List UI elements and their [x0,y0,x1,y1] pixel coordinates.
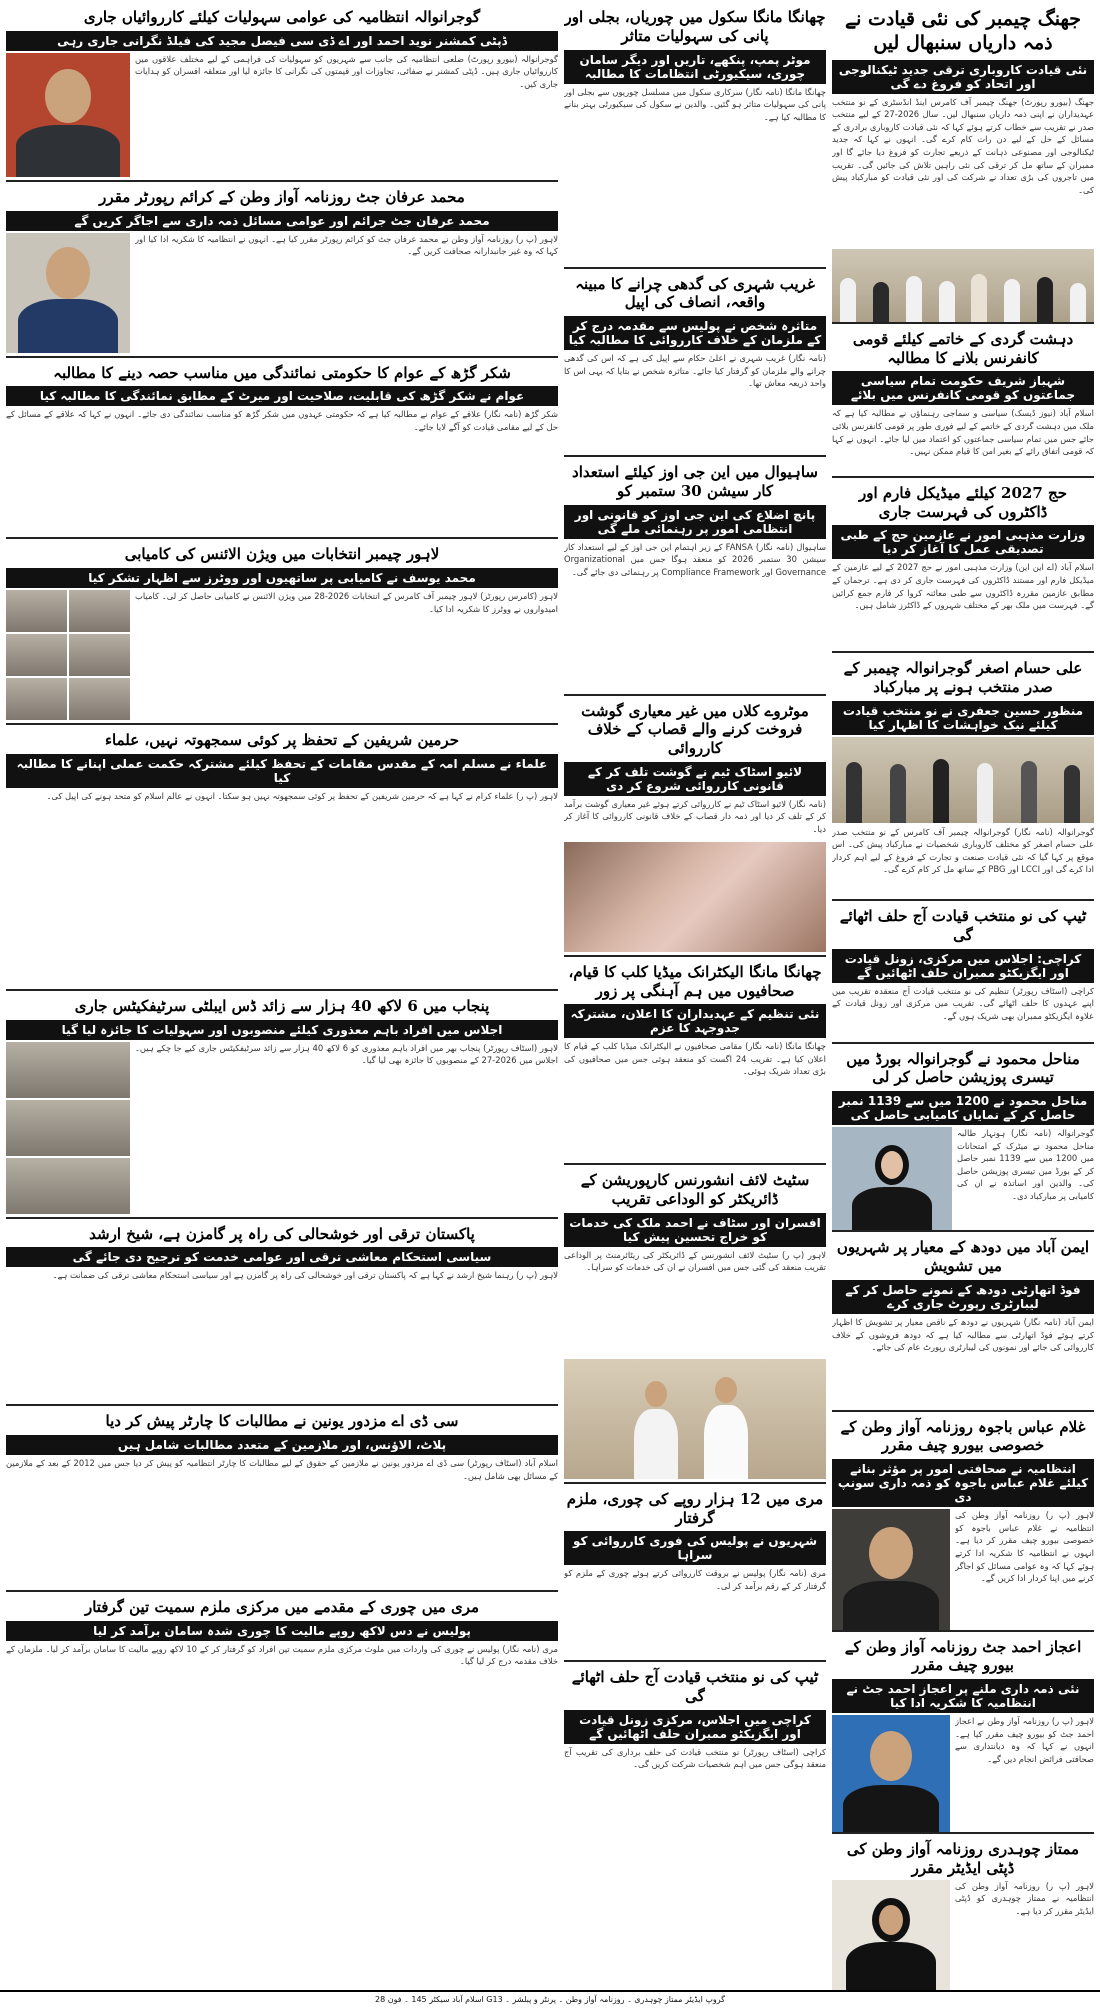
story-meat-action [564,700,826,957]
column-left [6,6,558,1990]
story-terror-conference [832,328,1094,478]
story-body: لاہور (پ ر) روزنامہ آواز وطن نے اعجاز احمد جٹ کو بیورو چیف مقرر کیا ہے۔ انہوں نے کہا کہ وہ دیانتداری سے صحافتی فرائض انجام دیں گے۔ [955,1716,1094,1764]
group-photo [832,249,1094,324]
story-body: ایمن آباد (نامہ نگار) شہریوں نے دودھ کے ناقص معیار پر تشویش کا اظہار کرتے ہوئے فوڈ اتھارٹی سے مطالبہ کیا ہے کہ دودھ فروشوں کے خلاف کارروائی کی جائے اور نمونوں کی لیبارٹری رپورٹ عام کی جائے۔ [832,1316,1094,1353]
subheadline: مناحل محمود نے 1200 میں سے 1139 نمبر حاصل کر کے نمایاں کامیابی حاصل کی [832,1091,1094,1125]
headline: پنجاب میں 6 لاکھ 40 ہزار سے زائد ڈس ایبلٹی سرٹیفکیٹس جاری [74,996,490,1015]
meat-photo [564,842,826,952]
story-gujranwala-admin [6,6,558,182]
story-jhang-chamber [832,6,1094,324]
story-body: کراچی (اسٹاف رپورٹر) نو منتخب قیادت کی حلف برداری کی تقریب آج منعقد ہوگی جس میں اہم شخصیات شرکت کریں گی۔ [564,1746,826,1770]
subheadline: محمد عرفان جٹ جرائم اور عوامی مسائل ذمہ داری سے اجاگر کریں گے [6,211,558,231]
headline: شکر گڑھ کے عوام کا حکومتی نمائندگی میں مناسب حصہ دینے کا مطالبہ [53,363,511,382]
story-oath-2 [564,1666,826,1869]
story-body: اسلام آباد (اسٹاف رپورٹر) سی ڈی اے مزدور یونین نے ملازمین کے حقوق کے لیے مطالبات کا چارٹر انتظامیہ کو پیش کر دیا جس میں 2012 کے بعد کے ملازمین کے مسائل بھی شامل ہیں۔ [6,1458,558,1481]
story-cda-union [6,1410,558,1592]
subheadline: فوڈ اتھارٹی دودھ کے نمونے حاصل کر کے لیبارٹری رپورٹ جاری کرے [832,1280,1094,1314]
subheadline: ڈپٹی کمشنر نوید احمد اور اے ڈی سی فیصل مجید کی فیلڈ نگرانی جاری رہی [6,31,558,51]
headline: لاہور چیمبر انتخابات میں ویژن الائنس کی کامیابی [124,545,440,564]
subheadline: عوام نے شکر گڑھ کی قابلیت، صلاحیت اور میرٹ کے مطابق نمائندگی کا مطالبہ کیا [6,386,558,406]
story-crime-reporter [6,186,558,358]
story-body: لاہور (پ ر) روزنامہ آواز وطن نے محمد عرفان جٹ کو کرائم رپورٹر مقرر کیا ہے۔ انہوں نے انتظامیہ کا شکریہ ادا کیا اور کہا کہ وہ غیر جانبدارانہ صحافت کریں گے۔ [135,233,558,257]
story-body: گوجرانوالہ (بیورو رپورٹ) ضلعی انتظامیہ کی جانب سے شہریوں کو سہولیات کی فراہمی کے لیے مختلف علاقوں میں کارروائیاں جاری ہیں۔ ڈپٹی کمشنر نے صفائی، تجاوزات اور قیمتوں کی نگرانی کا جائزہ لیا اور متعلقہ افسران کو ہدایات جاری کیں۔ [135,53,558,89]
headline: حرمین شریفین کے تحفظ پر کوئی سمجھوتہ نہیں، علماء [104,731,459,749]
story-murree-theft-2 [564,1488,826,1663]
headline: موٹروے کلاں میں غیر معیاری گوشت فروخت کرنے والے قصاب کے خلاف کارروائی [581,701,809,757]
portrait-photo [6,233,130,353]
portrait-photo [6,53,130,177]
story-body: لاہور (پ ر) سٹیٹ لائف انشورنس کے ڈائریکٹر کی ریٹائرمنٹ پر الوداعی تقریب منعقد کی گئی جس میں افسران نے ان کی خدمات کو سراہا۔ [564,1249,826,1273]
subheadline: شہباز شریف حکومت تمام سیاسی جماعتوں کو قومی کانفرنس میں بلائے [832,371,1094,405]
story-media-club [564,961,826,1166]
student-photo [832,1127,952,1232]
group-photo [832,737,1094,823]
headline: غریب شہری کی گدھی چرانے کا مبینہ واقعہ، انصاف کی اپیل [575,274,815,312]
story-body: (نامہ نگار) لائیو اسٹاک ٹیم نے کارروائی کرتے ہوئے غیر معیاری گوشت برآمد کر کے تلف کر دیا اور ذمہ دار قصاب کے خلاف قانونی کارروائی کا آغاز کر دیا۔ [564,798,826,834]
subheadline: نئی ذمہ داری ملنے پر اعجاز احمد جٹ نے انتظامیہ کا شکریہ ادا کیا [832,1679,1094,1713]
story-harmain [6,729,558,991]
subheadline: منظور حسین جعفری نے نو منتخب قیادت کیلئے نیک خواہشات کا اظہار کیا [832,701,1094,735]
story-body: مری (نامہ نگار) پولیس نے بروقت کارروائی کرتے ہوئے چوری کے ملزم کو گرفتار کر کے رقم برآمد کر لی۔ [564,1568,826,1591]
headline: محمد عرفان جٹ روزنامہ آواز وطن کے کرائم رپورٹر مقرر [99,187,465,206]
story-state-life [564,1169,826,1484]
headline: سٹیٹ لائف انشورنس کارپوریشن کے ڈائریکٹر کو الوداعی تقریب [580,1171,810,1208]
subheadline: پلاٹ، الاؤنس، اور ملازمین کے متعدد مطالبات شامل ہیں [6,1435,558,1455]
headline: جھنگ چیمبر کی نئی قیادت نے ذمہ داریاں سنبھال لیں [844,8,1082,54]
headline: چھانگا مانگا الیکٹرانک میڈیا کلب کا قیام، صحافیوں میں ہم آہنگی پر زور [568,962,822,1000]
portrait-photo [832,1880,950,1990]
story-body: لاہور (پ ر) روزنامہ آواز وطن کی انتظامیہ نے ممتاز چوہدری کو ڈپٹی ایڈیٹر مقرر کر دیا ہے۔ [955,1880,1094,1916]
story-body: ساہیوال (نامہ نگار) FANSA کے زیر اہتمام این جی اوز کے لیے استعداد کار سیشن 30 ستمبر 2026 کو منعقد ہوگا جس میں Organizational Governance اور Compliance Framework پر رہنمائی دی جائے گی۔ [564,541,826,577]
subheadline: لائیو اسٹاک ٹیم نے گوشت تلف کر کے قانونی کارروائی شروع کر دی [564,762,826,796]
story-body: شکر گڑھ (نامہ نگار) علاقے کے عوام نے مطالبہ کیا ہے کہ حکومتی عہدوں میں شکر گڑھ کو مناسب نمائندگی دی جائے۔ انہوں نے کہا کہ علاقے کے مسائل کے حل کے لیے مقامی قیادت کو آگے لایا جائے۔ [6,409,558,432]
portrait-photo [832,1509,950,1631]
subheadline: انتظامیہ نے صحافتی امور پر مؤثر بنانے کیلئے غلام عباس باجوہ کو ذمہ داری سونپ دی [832,1459,1094,1507]
story-oath-1 [832,905,1094,1043]
headline: حج 2027 کیلئے میڈیکل فارم اور ڈاکٹروں کی فہرست جاری [859,483,1067,521]
subheadline: محمد یوسف نے کامیابی پر ساتھیوں اور ووٹرز سے اظہار تشکر کیا [6,568,558,588]
story-deputy-editor [832,1838,1094,1990]
headline: علی حسام اصغر گوجرانوالہ چیمبر کے صدر منتخب ہونے پر مبارکباد [843,659,1083,696]
headline: اعجاز احمد جٹ روزنامہ آواز وطن کے بیورو چیف مقرر [844,1637,1082,1675]
story-body: لاہور (پ ر) روزنامہ آواز وطن کی انتظامیہ نے غلام عباس باجوہ کو خصوصی بیورو چیف مقرر کر دیا ہے۔ انہوں نے انتظامیہ کا شکریہ ادا کرتے ہوئے کہا کہ وہ عوامی مسائل کو اجاگر کرنے میں اپنا کردار ادا کریں گے۔ [955,1510,1094,1584]
subheadline: شہریوں نے پولیس کی فوری کارروائی کو سراہا [564,1531,826,1565]
story-hajj [832,482,1094,653]
story-body: چھانگا مانگا (نامہ نگار) سرکاری سکول میں مسلسل چوریوں سے بجلی اور پانی کی سہولیات متاثر ہو گئیں۔ والدین نے سکول کی سیکیورٹی بہتر بنانے کا مطالبہ کیا ہے۔ [564,86,826,122]
story-body: لاہور (اسٹاف رپورٹر) پنجاب بھر میں افراد باہم معذوری کو 6 لاکھ 40 ہزار سے زائد سرٹیفکیٹس جاری کیے جا چکے ہیں۔ اجلاس میں 2026-27 کے منصوبوں کا جائزہ بھی لیا گیا۔ [135,1042,558,1066]
story-body: اسلام آباد (اے این این) وزارت مذہبی امور نے حج 2027 کے لیے عازمین کے میڈیکل فارم اور مستند ڈاکٹروں کی فہرست جاری کر دی ہے۔ ترجمان کے مطابق عازمین مقررہ ڈاکٹروں سے طبی معائنہ کروا کر فارم جمع کرائیں گے۔ فہرست میں ملک بھر کے مختلف شہروں کے ڈاکٹرز شامل ہیں۔ [832,562,1094,611]
subheadline: افسران اور سٹاف نے احمد ملک کی خدمات کو خراج تحسین پیش کیا [564,1213,826,1247]
subheadline: پولیس نے دس لاکھ روپے مالیت کا چوری شدہ سامان برآمد کر لیا [6,1621,558,1641]
story-shakargarh [6,362,558,540]
story-body: کراچی (اسٹاف رپورٹر) تنظیم کی نو منتخب قیادت آج منعقدہ تقریب میں اپنے عہدوں کا حلف اٹھائے گی۔ تقریب میں مرکزی اور زونل قیادت کے علاوہ ایگزیکٹو ممبران بھی شریک ہوں گے۔ [832,985,1094,1021]
headline: ساہیوال میں این جی اوز کیلئے استعداد کار سیشن 30 ستمبر کو [572,463,818,500]
story-murree-theft [6,1596,558,1716]
headline: ممتاز چوہدری روزنامہ آواز وطن کی ڈپٹی ایڈیٹر مقرر [846,1840,1080,1877]
headline: مری میں چوری کے مقدمے میں مرکزی ملزم سمیت تین گرفتار [84,1598,480,1616]
subheadline: وزارت مذہبی امور نے عازمین حج کے طبی تصدیقی عمل کا آغاز کر دیا [832,525,1094,559]
story-lahore-chamber [6,543,558,725]
story-sheikh-arshad [6,1223,558,1407]
subheadline: علماء نے مسلم امہ کے مقدس مقامات کے تحفظ کیلئے مشترکہ حکمت عملی اپنانے کا مطالبہ کیا [6,754,558,788]
story-school-theft [564,6,826,269]
headline: سی ڈی اے مزدور یونین نے مطالبات کا چارٹر پیش کر دیا [105,1412,459,1431]
imprint-footer: گروپ ایڈیٹر ممتاز چوہدری ۔ روزنامہ آواز وطن ۔ پرنٹر و پبلشر ۔ G13 اسلام آباد سیکٹر 145 ۔ فون 28 [0,1990,1100,2008]
subheadline: موٹر پمپ، پنکھے، تاریں اور دیگر سامان چوری، سیکیورٹی انتظامات کا مطالبہ [564,50,826,84]
headline: مناحل محمود نے گوجرانوالہ بورڈ میں تیسری پوزیشن حاصل کر لی [846,1049,1080,1087]
photo-collage [6,590,130,720]
story-gujranwala-chamber [832,657,1094,901]
story-bureau-chief-1 [832,1416,1094,1632]
story-body: اسلام آباد (نیوز ڈیسک) سیاسی و سماجی رہنماؤں نے مطالبہ کیا ہے کہ ملک میں دہشت گردی کے خاتمے کے لیے فوری طور پر قومی کانفرنس بلائی جائے جس میں تمام سیاسی جماعتوں کو اعتماد میں لیا جائے۔ انہوں نے کہا کہ قومی اتفاق رائے کے بغیر امن کا قیام ممکن نہیں۔ [832,408,1094,457]
story-sahiwal-ngo [564,461,826,696]
story-milk-quality [832,1236,1094,1411]
subheadline: نئی قیادت کاروباری ترقی جدید ٹیکنالوجی اور اتحاد کو فروغ دے گی [832,60,1094,94]
headline: ٹیپ کی نو منتخب قیادت آج حلف اٹھائے گی [839,907,1087,944]
story-donkey-theft [564,273,826,458]
story-body: مری (نامہ نگار) پولیس نے چوری کی واردات میں ملوث مرکزی ملزم سمیت تین افراد کو گرفتار کر کے 10 لاکھ روپے مالیت کا سامان برآمد کر لیا۔ ملزمان کے خلاف مقدمہ درج کر لیا گیا۔ [6,1643,558,1667]
story-bureau-chief-2 [832,1636,1094,1834]
story-body: گوجرانوالہ (نامہ نگار) ہونہار طالبہ مناحل محمود نے میٹرک کے امتحانات میں 1200 میں سے 1139 نمبر حاصل کر کے بورڈ میں تیسری پوزیشن حاصل کی۔ والدین اور اساتذہ نے ان کی کامیابی پر مبارکباد دی۔ [957,1128,1094,1202]
subheadline: نئی تنظیم کے عہدیداران کا اعلان، مشترکہ جدوجہد کا عزم [564,1004,826,1038]
column-right [832,6,1094,1990]
story-body: چھانگا مانگا (نامہ نگار) مقامی صحافیوں نے الیکٹرانک میڈیا کلب کے قیام کا اعلان کیا ہے۔ تقریب 24 اگست کو منعقد ہوئی جس میں صحافیوں کی بڑی تعداد شریک ہوئی۔ [564,1041,826,1077]
story-body: گوجرانوالہ (نامہ نگار) گوجرانوالہ چیمبر آف کامرس کے نو منتخب صدر علی حسام اصغر کو مختلف کاروباری شخصیات نے مبارکباد پیش کی۔ اس موقع پر کہا گیا کہ نئی قیادت صنعت و تجارت کے فروغ کے لیے اہم کردار ادا کرے گی اور LCCI اور PBG کے ساتھ مل کر کام کرے گی۔ [832,826,1094,875]
story-body: لاہور (کامرس رپورٹر) لاہور چیمبر آف کامرس کے انتخابات 2026-28 میں ویژن الائنس نے کامیابی حاصل کر لی۔ کامیاب امیدواروں نے ووٹرز کا شکریہ ادا کیا۔ [135,591,558,614]
headline: دہشت گردی کے خاتمے کیلئے قومی کانفرنس بلانے کا مطالبہ [852,329,1074,367]
subheadline: اجلاس میں افراد باہم معذوری کیلئے منصوبوں اور سہولیات کا جائزہ لیا گیا [6,1020,558,1040]
column-middle [564,6,826,1990]
subheadline: متاثرہ شخص نے پولیس سے مقدمہ درج کر کے ملزمان کے خلاف کارروائی کا مطالبہ کیا [564,316,826,350]
story-disability [6,995,558,1219]
portrait-photo [832,1715,950,1834]
subheadline: سیاسی استحکام معاشی ترقی اور عوامی خدمت کو ترجیح دی جائے گی [6,1247,558,1267]
photo-collage [6,1042,130,1214]
headline: ایمن آباد میں دودھ کے معیار پر شہریوں میں تشویش [836,1238,1090,1276]
subheadline: کراچی میں اجلاس، مرکزی زونل قیادت اور ایگزیکٹو ممبران حلف اٹھائیں گے [564,1710,826,1744]
story-body: لاہور (پ ر) رہنما شیخ ارشد نے کہا ہے کہ پاکستان ترقی اور خوشحالی کی راہ پر گامزن ہے اور سیاسی استحکام معاشی ترقی کی ضمانت ہے۔ [52,1270,558,1281]
story-body: لاہور (پ ر) علماء کرام نے کہا ہے کہ حرمین شریفین کے تحفظ پر کوئی سمجھوتہ نہیں ہو سکتا۔ انہوں نے عالم اسلام کو متحد ہونے کی اپیل کی۔ [46,790,558,801]
headline: گوجرانوالہ انتظامیہ کی عوامی سہولیات کیلئے کارروائیاں جاری [83,8,481,26]
office-photo [564,1359,826,1479]
subheadline: کراچی: اجلاس میں مرکزی، زونل قیادت اور ایگزیکٹو ممبران حلف اٹھائیں گے [832,949,1094,983]
subheadline: پانچ اضلاع کی این جی اوز کو قانونی اور انتظامی امور پر رہنمائی ملے گی [564,505,826,539]
story-body: جھنگ (بیورو رپورٹ) جھنگ چیمبر آف کامرس اینڈ انڈسٹری کے نو منتخب عہدیداران نے اپنی ذمہ داریاں سنبھال لیں۔ سال 2026-27 کے لیے منتخب صدر نے تقریب سے خطاب کرتے ہوئے کہا کہ نئی قیادت کاروباری برادری کے مسائل کے حل کے لیے دن رات کام کرے گی۔ انہوں نے کہا کہ جدید ٹیکنالوجی اور مصنوعی ذہانت کے ذریعے تجارت کو فروغ دیا جائے گا اور ممبران کے ساتھ مل کر ترقی کی نئی راہیں تلاش کی جائیں گی۔ تقریب میں تاجروں کی بڑی تعداد نے شرکت کی اور نئی قیادت کو مبارکباد پیش کی۔ [832,96,1094,195]
headline: مری میں 12 ہزار روپے کی چوری، ملزم گرفتار [566,1489,824,1527]
headline: پاکستان ترقی اور خوشحالی کی راہ پر گامزن ہے، شیخ ارشد [89,1224,475,1243]
headline: چھانگا مانگا سکول میں چوریاں، بجلی اور پانی کی سہولیات متاثر [564,8,826,45]
headline: غلام عباس باجوہ روزنامہ آواز وطن کے خصوصی بیورو چیف مقرر [840,1417,1086,1455]
story-body: (نامہ نگار) غریب شہری نے اعلیٰ حکام سے اپیل کی ہے کہ اس کی گدھی چرانے والے ملزمان کو گرفتار کیا جائے۔ متاثرہ شخص نے بتایا کہ یہی اس کا واحد ذریعہ معاش تھا۔ [564,353,826,389]
story-student-position [832,1048,1094,1233]
headline: ٹیپ کی نو منتخب قیادت آج حلف اٹھائے گی [571,1668,819,1705]
